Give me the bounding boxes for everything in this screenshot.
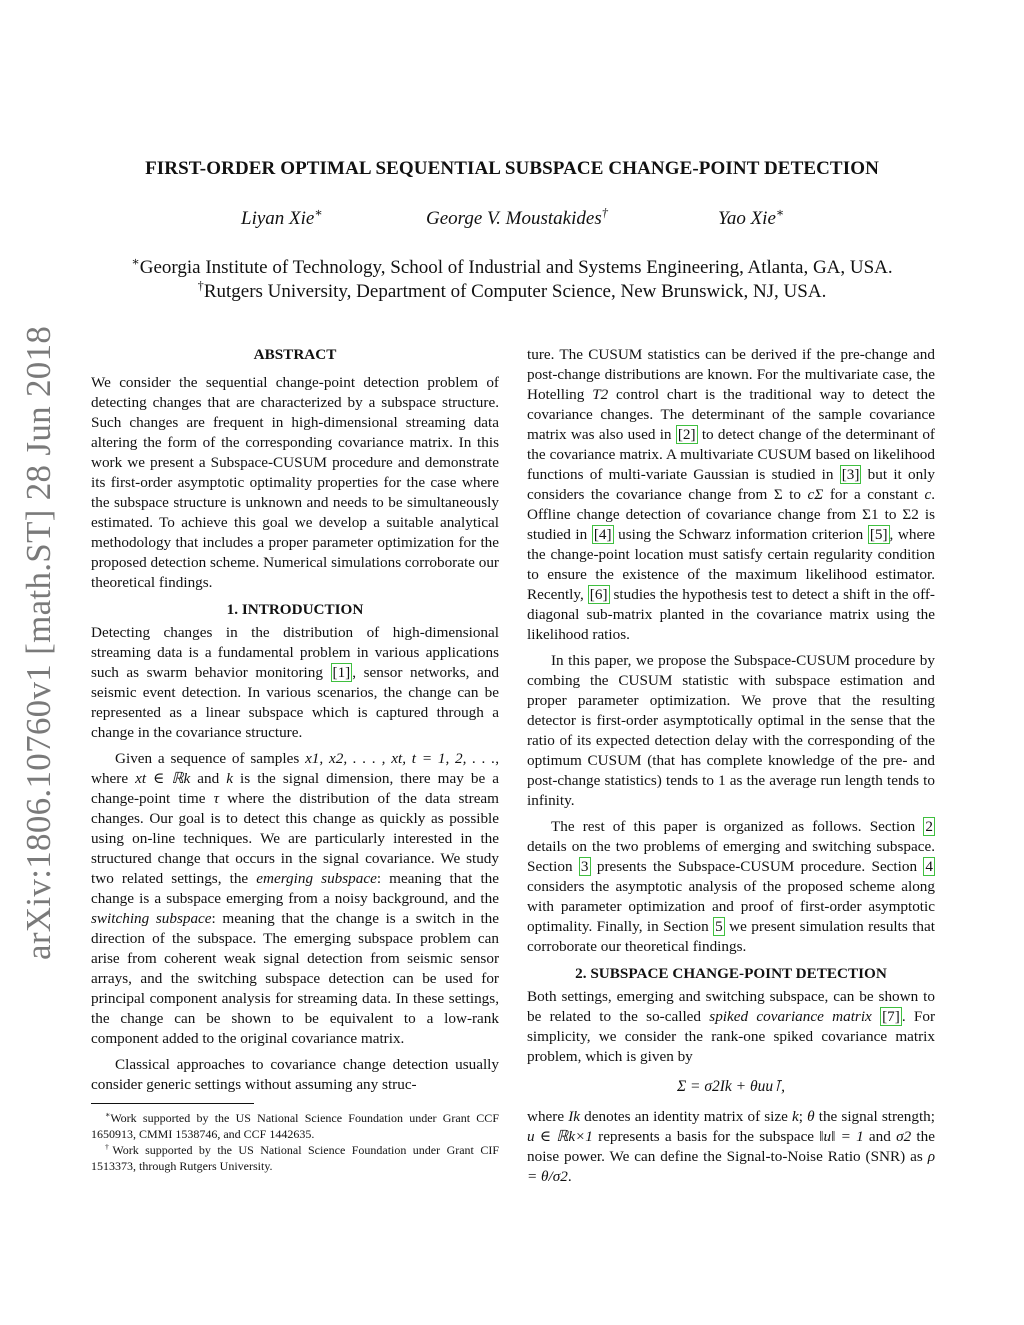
- citation-link[interactable]: [5]: [869, 526, 888, 543]
- left-column: [91, 345, 499, 1174]
- section-link[interactable]: 4: [925, 858, 933, 875]
- author-2: [426, 205, 608, 230]
- equation-spiked-covariance: Σ = σ2Ik + θuu⊺,: [676, 1078, 786, 1095]
- author-mark: †: [601, 205, 608, 220]
- affiliation-mark: ∗: [131, 254, 140, 269]
- section-link[interactable]: 5: [715, 918, 723, 935]
- intro-paragraph-1: Detecting changes in the distribution of high-dimensional streaming data is a fundamental problem in various applications such as swarm behavior monitoring [1] , sensor networks, and seismic event detection. In various scenarios, the change can be represented as a linear subspace which is captured through a change in the covariance structure.: [91, 624, 499, 741]
- author-1: [241, 205, 323, 230]
- footnote-2: †Work supported by the US National Science Foundation under Grant CIF 1513373, through Rutgers University.: [91, 1142, 499, 1173]
- intro-heading: 1. INTRODUCTION: [226, 601, 364, 618]
- abstract-text: We consider the sequential change-point detection problem of detecting changes that are characterized by a subspace structure. Such changes are frequent in high-dimensional streaming data altering the form of the corresponding covariance matrix. In this work we present a Subspace-CUSUM procedure and demonstrate its first-order asymptotic optimality properties for the case where the subspace structure is unknown and needs to be simultaneously estimated. To achieve this goal we develop a suitable analytical methodology that includes a proper parameter optimization for the proposed detection scheme. Numerical simulations corroborate our theoretical findings.: [91, 374, 499, 591]
- right-column: [527, 345, 935, 1187]
- citation-link[interactable]: [3]: [841, 466, 860, 483]
- abstract-heading: ABSTRACT: [253, 346, 337, 363]
- author-3: [718, 205, 785, 230]
- affiliation-2: [60, 280, 964, 304]
- section2-heading: 2. SUBSPACE CHANGE-POINT DETECTION: [575, 965, 887, 982]
- right-paragraph-3: The rest of this paper is organized as follows. Section 2 details on the two problems of emerging and switching subspace. Section 3 presents the Subspace-CUSUM procedure. Section 4 considers the asymptotic analysis of the proposed scheme along with parameter optimization and proof of first-order asymptotic optimality. Finally, in Section 5 we present simulation results that corroborate our theoretical findings.: [527, 818, 935, 955]
- section-link[interactable]: 2: [925, 818, 933, 835]
- right-paragraph-2: In this paper, we propose the Subspace-CUSUM procedure by combing the CUSUM statistic with subspace estimation and proper parameter optimization. We prove that the resulting detector is first-order asymptotically optimal in the sense that the ratio of its expected detection delay with the corresponding of the optimum CUSUM (that has complete knowledge of the pre- and post-change statistics) tends to 1 as the average run length tends to infinity.: [527, 652, 935, 809]
- author-name: Liyan Xie: [241, 208, 315, 229]
- affiliation-1: [60, 256, 964, 280]
- citation-link[interactable]: [6]: [589, 586, 608, 603]
- author-name: George V. Moustakides: [426, 208, 602, 229]
- arxiv-stamp: arXiv:1806.10760v1 [math.ST] 28 Jun 2018: [19, 325, 58, 960]
- citation-link[interactable]: [7]: [882, 1008, 900, 1025]
- author-name: Yao Xie: [718, 208, 776, 229]
- citation-link[interactable]: [1]: [332, 664, 351, 681]
- author-mark: ∗: [314, 205, 323, 220]
- section-link[interactable]: 3: [580, 858, 589, 875]
- intro-paragraph-3: Classical approaches to covariance change detection usually consider generic settings without assuming any struc-: [91, 1056, 499, 1093]
- intro-paragraph-2: Given a sequence of samples x1, x2, . . . , xt, t = 1, 2, . . ., where xt ∈ ℝk and k is the signal dimension, there may be a change-point time τ where the distribution of the data stream changes. Our goal is to detect this change as quickly as possible using on-line techniques. We are particularly interested in the structured change that occurs in the signal covariance. We study two related settings, the emerging subspace: meaning that the change is a subspace emerging from a noisy background, and the switching subspace: meaning that the change is a switch in the direction of the subspace. The emerging subspace problem can arise from coherent weak signal detection from seismic sensor arrays, and the switching subspace detection can be used for principal component analysis for streaming data. In these settings, the change can be shown to be equivalent to a low-rank component added to the original covariance matrix.: [91, 750, 499, 1047]
- right-paragraph-1: ture. The CUSUM statistics can be derived if the pre-change and post-change distributions are known. For the multivariate case, the Hotelling T2 control chart is the traditional way to detect the covariance changes. The determinant of the sample covariance matrix was also used in [2] to detect change of the determinant of the covariance matrix. A multivariate CUSUM based on likelihood functions of multi-variate Gaussian is studied in [3] but it only considers the covariance change from Σ to cΣ for a constant c. Offline change detection of covariance change from Σ1 to Σ2 is studied in [4] using the Schwarz information criterion [5] , where the change-point location must satisfy certain regularity condition to ensure the existence of the maximum likelihood estimator. Recently, [6] studies the hypothesis test to detect a shift in the off-diagonal sub-matrix planted in the covariance matrix using the likelihood ratios.: [527, 346, 935, 643]
- section2-paragraph-1: Both settings, emerging and switching subspace, can be shown to be related to the so-called spiked covariance matrix [7] . For simplicity, we consider the rank-one spiked covariance matrix problem, which is given by: [527, 988, 935, 1065]
- footnote-1: ∗Work supported by the US National Science Foundation under Grant CCF 1650913, CMMI 1538746, and CCF 1442635.: [91, 1110, 499, 1141]
- author-mark: ∗: [775, 205, 785, 220]
- citation-link[interactable]: [2]: [677, 426, 696, 443]
- citation-link[interactable]: [4]: [593, 526, 612, 543]
- footnote-rule: [91, 1103, 254, 1104]
- affiliation-text: Rutgers University, Department of Computer Science, New Brunswick, NJ, USA.: [203, 281, 827, 302]
- affiliation-mark: †: [197, 278, 204, 293]
- section2-paragraph-2: where Ik denotes an identity matrix of size k; θ the signal strength; u ∈ ℝk×1 represents a basis for the subspace ‖u‖ = 1 and σ2 the noise power. We can define the Signal-to-Noise Ratio (SNR) as ρ = θ/σ2.: [527, 1108, 935, 1185]
- affiliation-text: Georgia Institute of Technology, School of Industrial and Systems Engineering, Atlanta, GA, USA.: [139, 257, 893, 278]
- paper-title: FIRST-ORDER OPTIMAL SEQUENTIAL SUBSPACE CHANGE-POINT DETECTION: [145, 158, 879, 179]
